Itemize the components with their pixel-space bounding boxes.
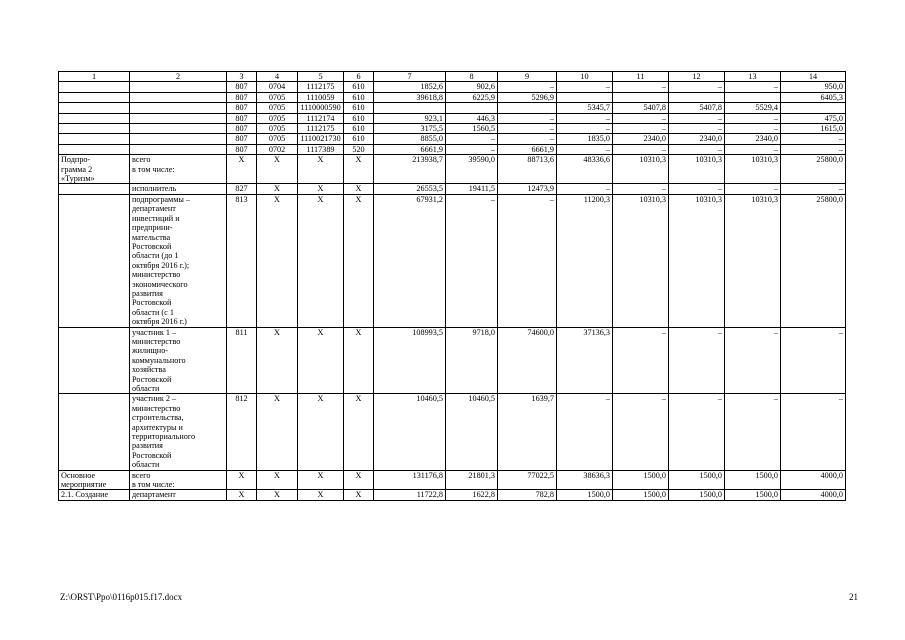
table-cell	[59, 92, 130, 102]
table-cell: 74600,0	[498, 327, 557, 394]
table-cell	[130, 103, 227, 113]
table-cell: X	[344, 490, 374, 500]
table-cell	[130, 134, 227, 144]
table-cell: X	[298, 194, 344, 327]
table-cell: 1500,0	[613, 490, 669, 500]
table-cell: 6661,9	[498, 144, 557, 154]
table-cell: 1500,0	[669, 490, 725, 500]
table-cell: 807	[227, 134, 257, 144]
table-row	[59, 82, 846, 92]
table-cell: 48336,6	[557, 155, 613, 184]
table-cell: 610	[344, 82, 374, 92]
table-cell: X	[257, 394, 298, 470]
table-cell: 8855,0	[374, 134, 446, 144]
table-cell: 1622,8	[446, 490, 498, 500]
table-cell: 0705	[257, 124, 298, 134]
table-cell: 11722,8	[374, 490, 446, 500]
table-header-row	[59, 72, 846, 82]
table-row	[59, 490, 846, 500]
table-cell: X	[257, 155, 298, 184]
table-cell: –	[498, 124, 557, 134]
table-cell: –	[781, 327, 846, 394]
table-cell: –	[557, 113, 613, 123]
table-cell: 4000,0	[781, 490, 846, 500]
table-cell: –	[781, 394, 846, 470]
table-cell: 0705	[257, 103, 298, 113]
table-cell: X	[344, 470, 374, 490]
table-cell: –	[557, 184, 613, 194]
table-cell: –	[498, 134, 557, 144]
table-cell: 610	[344, 113, 374, 123]
table-cell: 1835,0	[557, 134, 613, 144]
table-cell: –	[669, 144, 725, 154]
table-cell	[59, 184, 130, 194]
table-cell: –	[613, 82, 669, 92]
table-cell: 610	[344, 124, 374, 134]
table-cell	[59, 394, 130, 470]
table-cell: 213938,7	[374, 155, 446, 184]
table-cell: –	[613, 184, 669, 194]
table-cell: 39618,8	[374, 92, 446, 102]
column-header: 9	[498, 72, 557, 82]
table-cell: 6225,9	[446, 92, 498, 102]
table-cell: –	[669, 113, 725, 123]
table-cell: 1117389	[298, 144, 344, 154]
table-cell: –	[446, 194, 498, 327]
table-cell	[613, 92, 669, 102]
table-cell: 902,6	[446, 82, 498, 92]
table-cell	[130, 144, 227, 154]
table-cell: 21801,3	[446, 470, 498, 490]
table-cell: –	[725, 82, 781, 92]
table-cell: 2340,0	[725, 134, 781, 144]
column-header: 10	[557, 72, 613, 82]
table-cell	[374, 103, 446, 113]
table-cell: –	[725, 124, 781, 134]
table-cell: 37136,3	[557, 327, 613, 394]
table-cell: X	[298, 490, 344, 500]
column-header: 11	[613, 72, 669, 82]
table-cell	[130, 124, 227, 134]
table-cell: X	[298, 394, 344, 470]
table-cell: подпрограммы – департамент инвестиций и предприни- мательства Ростовской области (до 1 октября 2016 г.); министерство экономического развития Ростовской области (с 1 октября 2016 г.)	[130, 194, 227, 327]
column-header: 5	[298, 72, 344, 82]
table-cell: 25800,0	[781, 194, 846, 327]
table-cell: 5345,7	[557, 103, 613, 113]
column-header: 3	[227, 72, 257, 82]
table-cell: –	[446, 144, 498, 154]
table-cell: 1560,5	[446, 124, 498, 134]
table-cell: участник 1 – министерство жилищно- коммунального хозяйства Ростовской области	[130, 327, 227, 394]
table-row	[59, 327, 846, 394]
table-cell: 1500,0	[557, 490, 613, 500]
table-cell: X	[227, 490, 257, 500]
table-cell: 25800,0	[781, 155, 846, 184]
table-cell: –	[669, 184, 725, 194]
table-cell: 10310,3	[669, 155, 725, 184]
table-cell: 9718,0	[446, 327, 498, 394]
table-cell: X	[344, 155, 374, 184]
table-cell	[130, 113, 227, 123]
table-cell: –	[613, 124, 669, 134]
table-cell: X	[257, 327, 298, 394]
table-row	[59, 155, 846, 184]
table-cell: 0705	[257, 113, 298, 123]
table-cell	[59, 134, 130, 144]
table-cell: 610	[344, 92, 374, 102]
table-cell: 6405,3	[781, 92, 846, 102]
table-cell: 10460,5	[374, 394, 446, 470]
table-cell: 6661,9	[374, 144, 446, 154]
table-cell: 807	[227, 124, 257, 134]
table-cell: 782,8	[498, 490, 557, 500]
table-row	[59, 470, 846, 490]
table-cell: 610	[344, 134, 374, 144]
table-cell: X	[298, 470, 344, 490]
table-cell: 813	[227, 194, 257, 327]
table-cell: 1852,6	[374, 82, 446, 92]
table-cell: 0705	[257, 134, 298, 144]
table-cell: –	[613, 113, 669, 123]
table-cell: 131176,8	[374, 470, 446, 490]
table-cell: 12473,9	[498, 184, 557, 194]
footer-page-number: 21	[849, 592, 858, 602]
table-cell: –	[498, 194, 557, 327]
table-cell: Подпро- грамма 2 «Туризм»	[59, 155, 130, 184]
table-body	[59, 72, 846, 501]
table-cell: –	[781, 134, 846, 144]
table-cell: 1500,0	[725, 470, 781, 490]
table-cell: –	[557, 144, 613, 154]
table-cell: X	[227, 155, 257, 184]
table-cell: 1500,0	[725, 490, 781, 500]
table-cell: 5296,9	[498, 92, 557, 102]
table-cell: 38636,3	[557, 470, 613, 490]
table-cell: –	[725, 327, 781, 394]
column-header: 2	[130, 72, 227, 82]
table-cell: 10310,3	[669, 194, 725, 327]
table-cell: участник 2 – министерство строительства, архитектуры и территориального развития Ростовской области	[130, 394, 227, 470]
table-cell: 10310,3	[725, 194, 781, 327]
table-cell: 10310,3	[613, 155, 669, 184]
table-cell: 950,0	[781, 82, 846, 92]
table-row	[59, 184, 846, 194]
table-cell	[557, 92, 613, 102]
table-cell: –	[669, 82, 725, 92]
footer-file-path: Z:\ORST\Ppo\0116p015.f17.docx	[60, 592, 183, 602]
table-cell: –	[669, 327, 725, 394]
table-cell: –	[781, 184, 846, 194]
table-cell	[59, 82, 130, 92]
column-header: 8	[446, 72, 498, 82]
table-cell: 1110059	[298, 92, 344, 102]
table-cell: 3175,5	[374, 124, 446, 134]
table-cell: 26553,5	[374, 184, 446, 194]
table-cell: –	[725, 394, 781, 470]
table-cell: 2340,0	[669, 134, 725, 144]
table-cell: 88713,6	[498, 155, 557, 184]
table-cell	[59, 194, 130, 327]
table-cell: 1110000590	[298, 103, 344, 113]
table-cell: 2340,0	[613, 134, 669, 144]
table-cell: X	[298, 327, 344, 394]
table-cell: 1112174	[298, 113, 344, 123]
table-cell: 811	[227, 327, 257, 394]
column-header: 4	[257, 72, 298, 82]
table-row	[59, 194, 846, 327]
table-cell: 923,1	[374, 113, 446, 123]
table-cell	[130, 82, 227, 92]
table-cell	[781, 103, 846, 113]
table-cell: –	[613, 327, 669, 394]
table-cell: Основное мероприятие	[59, 470, 130, 490]
table-cell: X	[344, 194, 374, 327]
table-cell	[725, 92, 781, 102]
table-cell: X	[344, 327, 374, 394]
table-cell: 1639,7	[498, 394, 557, 470]
table-cell: –	[669, 394, 725, 470]
table-cell: –	[613, 144, 669, 154]
table-cell: 2.1. Создание	[59, 490, 130, 500]
table-cell: 10460,5	[446, 394, 498, 470]
table-cell: X	[257, 490, 298, 500]
table-cell: –	[725, 184, 781, 194]
table-cell: 807	[227, 144, 257, 154]
column-header: 1	[59, 72, 130, 82]
table-cell	[59, 124, 130, 134]
table-cell: –	[498, 82, 557, 92]
table-cell: всего в том числе:	[130, 470, 227, 490]
table-cell: –	[613, 394, 669, 470]
column-header: 13	[725, 72, 781, 82]
table-cell: 11200,3	[557, 194, 613, 327]
table-cell: 67931,2	[374, 194, 446, 327]
table-cell: 807	[227, 82, 257, 92]
column-header: 7	[374, 72, 446, 82]
table-row	[59, 144, 846, 154]
table-cell: 1500,0	[669, 470, 725, 490]
table-cell	[669, 92, 725, 102]
table-cell: 1110021730	[298, 134, 344, 144]
table-cell: 10310,3	[613, 194, 669, 327]
table-row	[59, 394, 846, 470]
table-cell: 5407,8	[669, 103, 725, 113]
budget-table	[58, 71, 846, 501]
table-cell: 827	[227, 184, 257, 194]
table-cell: –	[781, 144, 846, 154]
table-cell: X	[257, 194, 298, 327]
table-cell: X	[344, 184, 374, 194]
table-cell: 39590,0	[446, 155, 498, 184]
table-cell: 446,3	[446, 113, 498, 123]
table-cell	[59, 113, 130, 123]
table-cell	[446, 103, 498, 113]
table-cell: X	[344, 394, 374, 470]
table-cell: –	[669, 124, 725, 134]
table-cell: исполнитель	[130, 184, 227, 194]
table-cell: 19411,5	[446, 184, 498, 194]
table-cell: 0705	[257, 92, 298, 102]
table-cell: 0702	[257, 144, 298, 154]
table-cell	[59, 103, 130, 113]
table-cell: 520	[344, 144, 374, 154]
table-cell: 1112175	[298, 124, 344, 134]
table-cell: 610	[344, 103, 374, 113]
table-cell: –	[557, 394, 613, 470]
table-cell: 812	[227, 394, 257, 470]
table-cell: 1500,0	[613, 470, 669, 490]
table-cell: 108993,5	[374, 327, 446, 394]
table-cell: департамент	[130, 490, 227, 500]
table-cell	[130, 92, 227, 102]
table-cell: 0704	[257, 82, 298, 92]
table-cell: 10310,3	[725, 155, 781, 184]
table-cell: –	[557, 82, 613, 92]
table-cell: 475,0	[781, 113, 846, 123]
table-cell: 807	[227, 113, 257, 123]
table-cell	[59, 144, 130, 154]
table-row	[59, 134, 846, 144]
table-cell: 807	[227, 103, 257, 113]
table-row	[59, 113, 846, 123]
table-cell: X	[257, 470, 298, 490]
table-cell: X	[298, 155, 344, 184]
table-cell: 807	[227, 92, 257, 102]
table-row	[59, 103, 846, 113]
table-cell	[498, 103, 557, 113]
table-cell	[59, 327, 130, 394]
table-cell: 1112175	[298, 82, 344, 92]
table-cell: 5529,4	[725, 103, 781, 113]
table-cell: –	[498, 113, 557, 123]
table-cell: 77022,5	[498, 470, 557, 490]
column-header: 6	[344, 72, 374, 82]
table-cell: X	[227, 470, 257, 490]
table-cell: –	[725, 144, 781, 154]
table-row	[59, 124, 846, 134]
table-cell: X	[257, 184, 298, 194]
table-cell: –	[557, 124, 613, 134]
table-cell: 1615,0	[781, 124, 846, 134]
table-cell: 5407,8	[613, 103, 669, 113]
column-header: 14	[781, 72, 846, 82]
table-cell: X	[298, 184, 344, 194]
table-cell: 4000,0	[781, 470, 846, 490]
table-cell: –	[725, 113, 781, 123]
table-cell: –	[446, 134, 498, 144]
column-header: 12	[669, 72, 725, 82]
table-cell: всего в том числе:	[130, 155, 227, 184]
table-row	[59, 92, 846, 102]
